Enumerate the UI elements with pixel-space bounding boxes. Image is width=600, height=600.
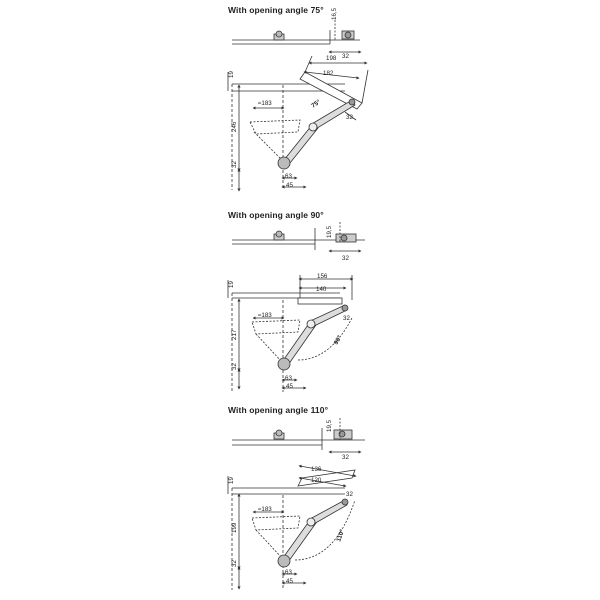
s1-dim-height: 246 bbox=[231, 121, 238, 132]
section-75-side-view bbox=[228, 56, 368, 190]
s1-dim-183: ≈183 bbox=[258, 100, 272, 107]
s3-dim-32-bottom: 32 bbox=[231, 560, 238, 567]
s1-dim-63: 63 bbox=[285, 173, 292, 180]
s1-dim-angle: 75° bbox=[310, 98, 322, 110]
s2-dim-45: 45 bbox=[286, 383, 293, 390]
s2-dim-angle: 90° bbox=[332, 334, 344, 346]
heading-110: With opening angle 110° bbox=[228, 405, 329, 415]
s3-dim-183: ≈183 bbox=[258, 506, 272, 513]
heading-75: With opening angle 75° bbox=[228, 5, 324, 15]
s3-dim-19: 19 bbox=[228, 477, 235, 484]
s3-dim-45: 45 bbox=[286, 578, 293, 585]
section-90-top-view bbox=[232, 222, 365, 251]
s2-dim-140: 140 bbox=[316, 286, 327, 293]
s1-dim-45: 45 bbox=[286, 182, 293, 189]
s3-dim-63: 63 bbox=[285, 569, 292, 576]
s2-dim-63: 63 bbox=[285, 375, 292, 382]
s3-dim-32-top: 32 bbox=[346, 491, 353, 498]
s3-dim-136: 136 bbox=[311, 466, 322, 473]
heading-90: With opening angle 90° bbox=[228, 210, 324, 220]
s2-dim-32-bottom: 32 bbox=[231, 363, 238, 370]
s3-top-dim-a: 19,5 bbox=[326, 419, 333, 432]
s1-dim-32-bottom: 32 bbox=[231, 161, 238, 168]
section-75-top-view bbox=[232, 20, 360, 52]
s2-top-dim-b: 32 bbox=[342, 255, 349, 262]
s1-dim-198: 198 bbox=[326, 55, 337, 62]
s2-top-dim-a: 19,5 bbox=[326, 225, 333, 238]
s2-dim-height: 217 bbox=[231, 329, 238, 340]
s1-top-dim-a: 16,5 bbox=[331, 7, 338, 20]
s3-dim-angle: 110° bbox=[335, 528, 347, 543]
s3-top-dim-b: 32 bbox=[342, 454, 349, 461]
s2-dim-183: ≈183 bbox=[258, 312, 272, 319]
s1-top-dim-b: 32 bbox=[342, 53, 349, 60]
s3-dim-120: 120 bbox=[311, 477, 322, 484]
s3-dim-height: 199 bbox=[231, 522, 238, 533]
s2-dim-156: 156 bbox=[317, 273, 328, 280]
s1-dim-19: 19 bbox=[228, 71, 235, 78]
s1-dim-182: 182 bbox=[323, 70, 334, 77]
section-110-top-view bbox=[232, 418, 365, 452]
s2-dim-32-top: 32 bbox=[343, 315, 350, 322]
s2-dim-19: 19 bbox=[228, 281, 235, 288]
s1-dim-32-top: 32 bbox=[346, 114, 353, 121]
